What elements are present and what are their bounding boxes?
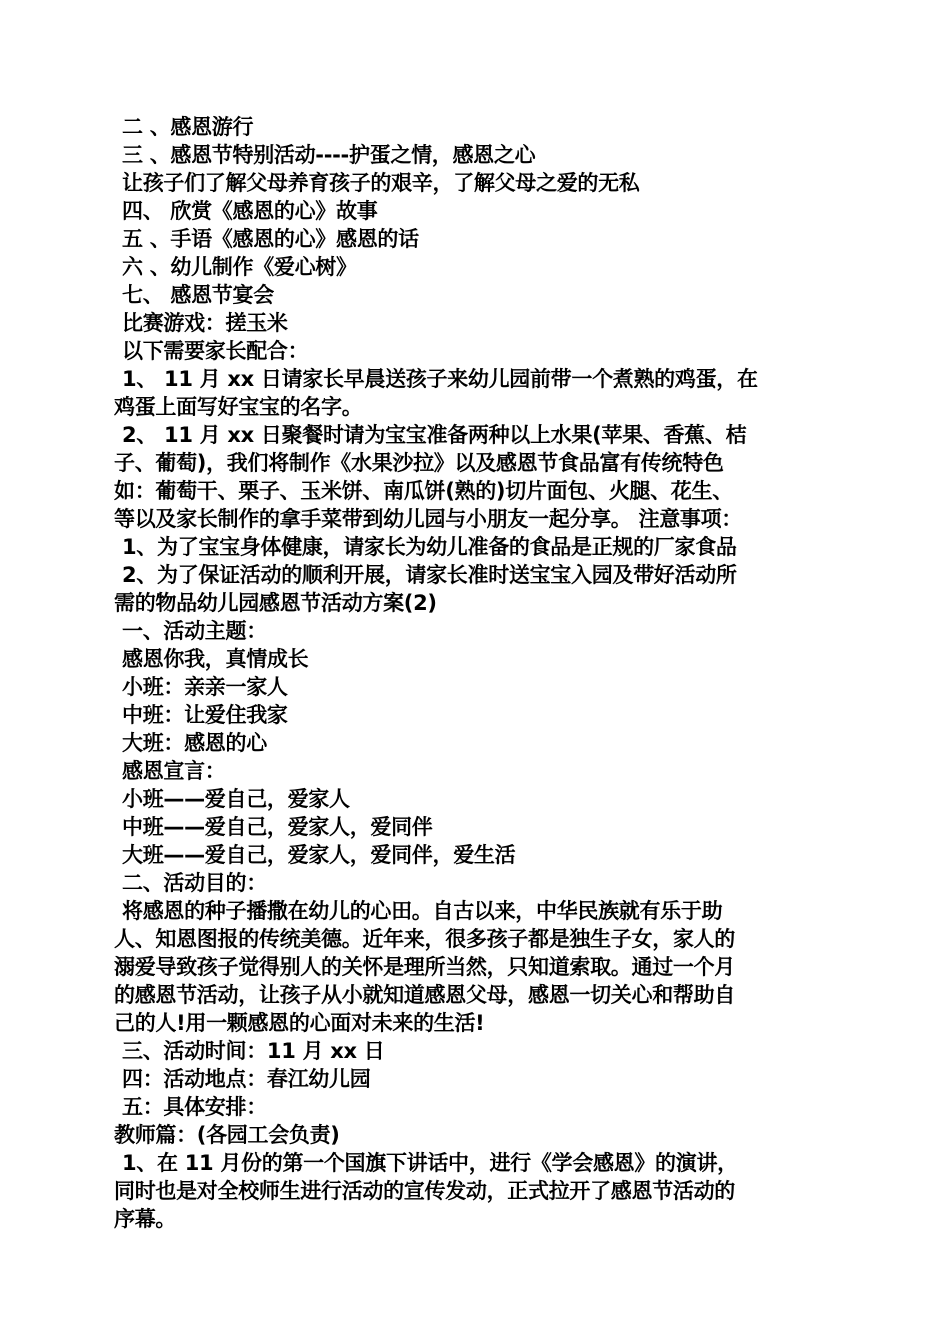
text-line: 三 、感恩节特别活动----护蛋之情，感恩之心: [122, 143, 536, 167]
text-line: 五 、手语《感恩的心》感恩的话: [122, 227, 419, 251]
text-line: 三、活动时间：11 月 xx 日: [122, 1039, 385, 1063]
text-line: 比赛游戏：搓玉米: [122, 311, 288, 335]
text-line: 1、在 11 月份的第一个国旗下讲话中，进行《学会感恩》的演讲，: [122, 1151, 738, 1175]
text-line: 二、活动目的：: [122, 871, 267, 895]
text-line: 2、为了保证活动的顺利开展，请家长准时送宝宝入园及带好活动所: [122, 563, 737, 587]
text-line: 四：活动地点：春江幼儿园: [122, 1067, 371, 1091]
text-line: 如：葡萄干、栗子、玉米饼、南瓜饼(熟的)切片面包、火腿、花生、: [114, 479, 733, 503]
text-line: 二 、感恩游行: [122, 115, 254, 139]
text-line: 大班：感恩的心: [122, 731, 267, 755]
document-body: [114, 113, 842, 1233]
text-line: 序幕。: [114, 1207, 177, 1231]
text-line: 等以及家长制作的拿手菜带到幼儿园与小朋友一起分享。 注意事项：: [114, 507, 743, 531]
text-line: 教师篇：(各园工会负责): [114, 1123, 340, 1147]
text-line: 的感恩节活动，让孩子从小就知道感恩父母，感恩一切关心和帮助自: [114, 983, 735, 1007]
text-line: 六 、幼儿制作《爱心树》: [122, 255, 357, 279]
text-line: 中班——爱自己，爱家人，爱同伴: [122, 815, 433, 839]
text-line: 小班：亲亲一家人: [122, 675, 288, 699]
text-line: 七、 感恩节宴会: [122, 283, 274, 307]
text-line: 感恩你我，真情成长: [122, 647, 309, 671]
text-line: 1、为了宝宝身体健康，请家长为幼儿准备的食品是正规的厂家食品: [122, 535, 737, 559]
text-line: 人、知恩图报的传统美德。近年来，很多孩子都是独生子女，家人的: [114, 927, 735, 951]
text-line: 四、 欣赏《感恩的心》故事: [122, 199, 378, 223]
text-line: 溺爱导致孩子觉得别人的关怀是理所当然，只知道索取。通过一个月: [114, 955, 735, 979]
text-line: 让孩子们了解父母养育孩子的艰辛，了解父母之爱的无私: [122, 171, 640, 195]
text-line: 1、 11 月 xx 日请家长早晨送孩子来幼儿园前带一个煮熟的鸡蛋，在: [122, 367, 758, 391]
text-line: 一、活动主题：: [122, 619, 267, 643]
text-line: 五：具体安排：: [122, 1095, 267, 1119]
text-line: 鸡蛋上面写好宝宝的名字。: [114, 395, 363, 419]
text-line: 子、葡萄)，我们将制作《水果沙拉》以及感恩节食品富有传统特色: [114, 451, 724, 475]
text-line: 小班——爱自己，爱家人: [122, 787, 350, 811]
text-line: 以下需要家长配合：: [122, 339, 309, 363]
text-line: 将感恩的种子播撒在幼儿的心田。自古以来，中华民族就有乐于助: [122, 899, 723, 923]
text-line: 感恩宣言：: [122, 759, 226, 783]
text-line: 中班：让爱住我家: [122, 703, 288, 727]
text-line: 2、 11 月 xx 日聚餐时请为宝宝准备两种以上水果(苹果、香蕉、桔: [122, 423, 747, 447]
text-line: 同时也是对全校师生进行活动的宣传发动，正式拉开了感恩节活动的: [114, 1179, 735, 1203]
text-line: 大班——爱自己，爱家人，爱同伴，爱生活: [122, 843, 516, 867]
text-line: 己的人!用一颗感恩的心面对未来的生活!: [114, 1011, 485, 1035]
text-line: 需的物品幼儿园感恩节活动方案(2): [114, 591, 437, 615]
